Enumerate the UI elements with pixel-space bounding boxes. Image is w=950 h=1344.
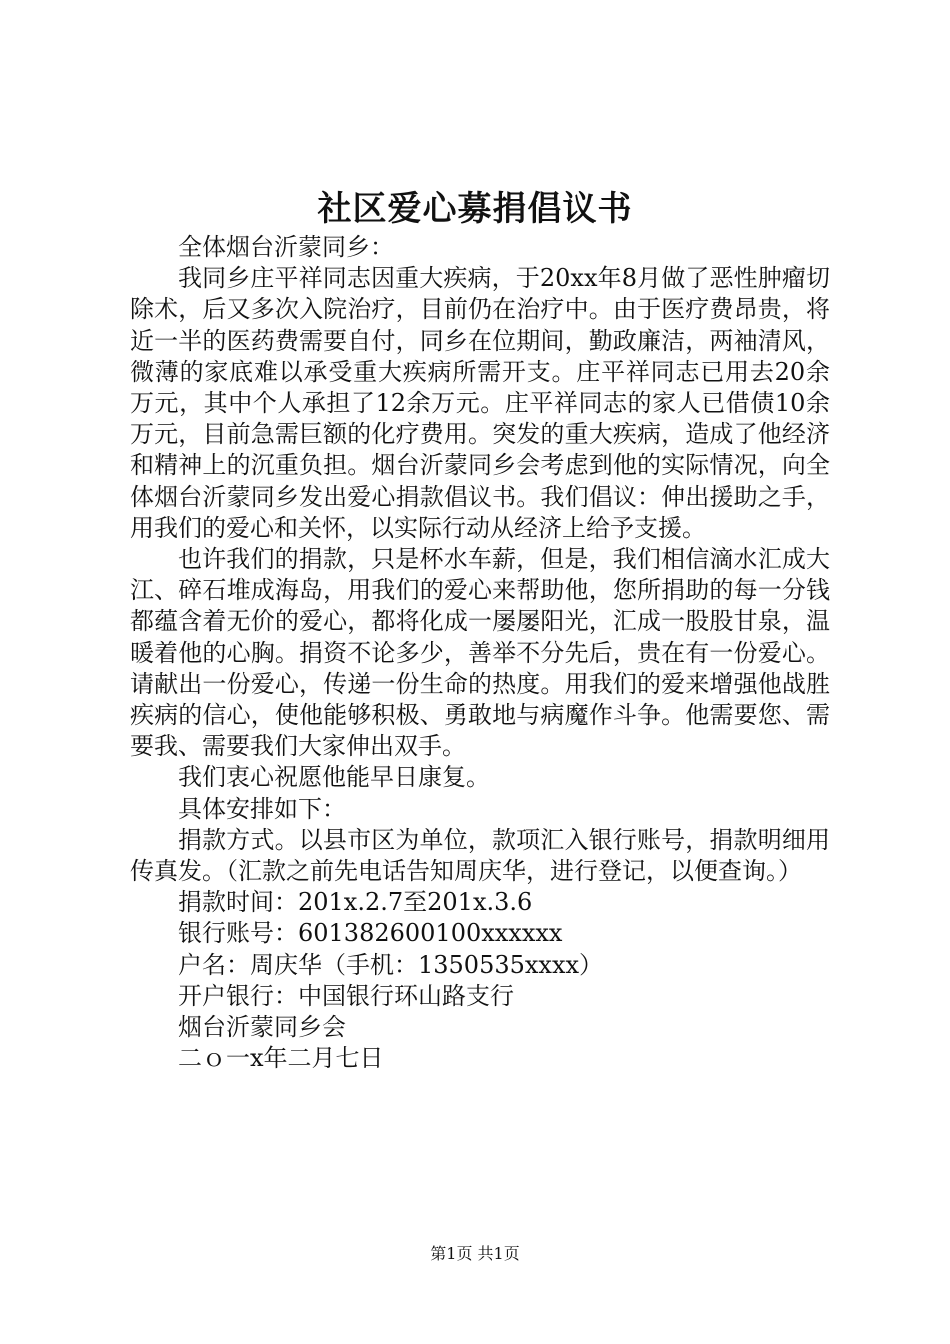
- document-date: 二ｏ一x年二月七日: [178, 1044, 384, 1073]
- document-body: [130, 232, 830, 1074]
- paragraph-appeal: 也许我们的捐款，只是杯水车薪，但是，我们相信滴水汇成大江、碎石堆成海岛，用我们的爱心来帮助他，您所捐助的每一分钱都蕴含着无价的爱心，都将化成一屡屡阳光，汇成一股股甘泉，温暖着他的心胸。捐资不论多少，善举不分先后，贵在有一份爱心。请献出一份爱心，传递一份生命的热度。用我们的爱来增强他战胜疾病的信心，使他能够积极、勇敢地与病魔作斗争。他需要您、需要我、需要我们大家伸出双手。: [130, 545, 830, 761]
- paragraph-situation: 我同乡庄平祥同志因重大疾病，于20xx年8月做了恶性肿瘤切除术，后又多次入院治疗，目前仍在治疗中。由于医疗费昂贵，将近一半的医药费需要自付，同乡在位期间，勤政廉洁，两袖清风，微薄的家底难以承受重大疾病所需开支。庄平祥同志已用去20余万元，其中个人承担了12余万元。庄平祥同志的家人已借债10余万元，目前急需巨额的化疗费用。突发的重大疾病，造成了他经济和精神上的沉重负担。烟台沂蒙同乡会考虑到他的实际情况，向全体烟台沂蒙同乡发出爱心捐款倡议书。我们倡议：伸出援助之手，用我们的爱心和关怀，以实际行动从经济上给予支援。: [130, 264, 830, 542]
- salutation: 全体烟台沂蒙同乡：: [178, 233, 394, 261]
- account-name: 户名：周庆华（手机：1350535xxxx）: [178, 950, 604, 979]
- paragraph-arrangement-heading: 具体安排如下：: [178, 794, 346, 823]
- document-title: 社区爱心募捐倡议书: [317, 189, 633, 229]
- page-footer: 第1页 共1页: [430, 1244, 520, 1263]
- bank-name: 开户银行：中国银行环山路支行: [178, 981, 514, 1010]
- paragraph-donation-method: 捐款方式。以县市区为单位，款项汇入银行账号，捐款明细用传真发。（汇款之前先电话告知周庆华，进行登记，以便查询。）: [130, 825, 830, 886]
- paragraph-wish: 我们衷心祝愿他能早日康复。: [178, 763, 490, 792]
- donation-time: 捐款时间：201x.2.7至201x.3.6: [178, 888, 533, 917]
- bank-account: 银行账号：601382600100xxxxxx: [178, 919, 563, 948]
- signature: 烟台沂蒙同乡会: [178, 1013, 346, 1042]
